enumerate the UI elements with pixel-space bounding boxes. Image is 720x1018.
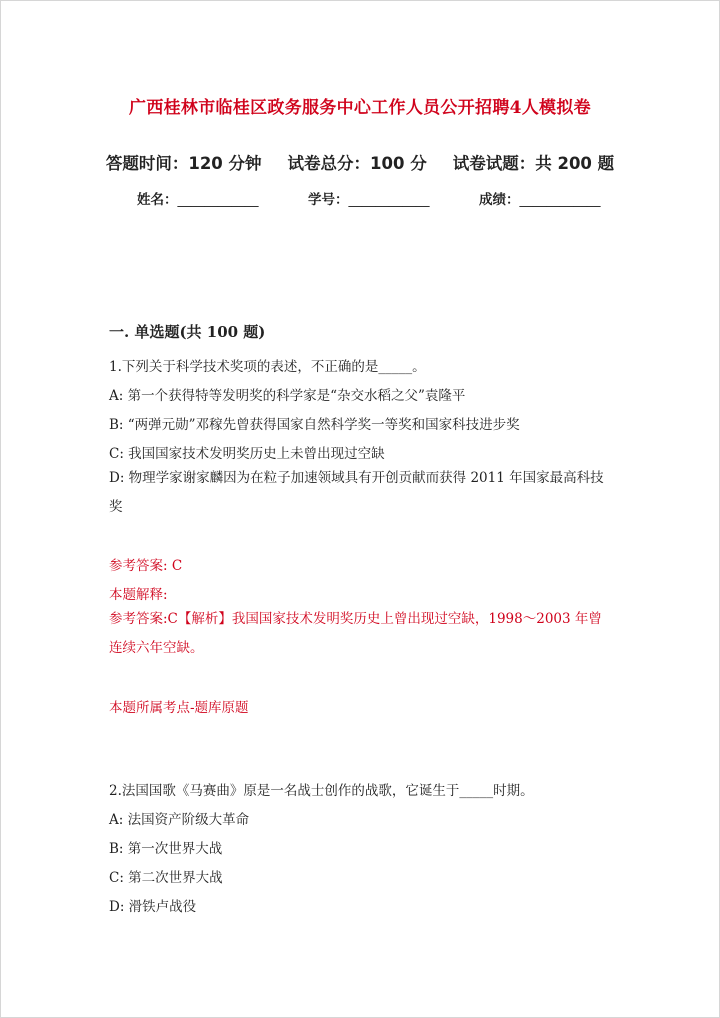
explanation: 参考答案:C【解析】我国国家技术发明奖历史上曾出现过空缺，1998～2003 年曾连续六年空缺。 xyxy=(109,611,602,656)
student-id-blank: ____________ xyxy=(348,192,430,208)
question-1 xyxy=(109,355,614,735)
score-label: 成绩： xyxy=(479,192,520,208)
student-id-label: 学号： xyxy=(308,192,349,208)
option-b: B: “两弹元勋”邓稼先曾获得国家自然科学奖一等奖和国家科技进步奖 xyxy=(109,417,520,433)
option-a: A: 第一个获得特等发明奖的科学家是“杂交水稻之父”袁隆平 xyxy=(109,388,466,404)
exam-total-score: 试卷总分：100 分 xyxy=(287,154,427,173)
question-stem: 1.下列关于科学技术奖项的表述，不正确的是_____。 xyxy=(109,359,426,375)
exam-time: 答题时间：120 分钟 xyxy=(105,154,262,173)
option-b: B: 第一次世界大战 xyxy=(109,841,223,857)
question-source: 本题所属考点-题库原题 xyxy=(109,700,249,716)
option-d: D: 滑铁卢战役 xyxy=(109,899,197,915)
exam-meta xyxy=(0,150,720,174)
student-id-field xyxy=(308,188,430,208)
score-blank: ____________ xyxy=(519,192,601,208)
score-field xyxy=(479,188,601,208)
explanation-label: 本题解释: xyxy=(109,587,168,603)
name-label: 姓名： xyxy=(137,192,178,208)
answer: 参考答案: C xyxy=(109,558,183,574)
question-2 xyxy=(109,779,614,919)
option-a: A: 法国资产阶级大革命 xyxy=(109,812,250,828)
option-c: C: 我国国家技术发明奖历史上未曾出现过空缺 xyxy=(109,446,385,462)
section-title: 一. 单选题(共 100 题) xyxy=(109,323,266,341)
option-d: D: 物理学家谢家麟因为在粒子加速领域具有开创贡献而获得 2011 年国家最高科技奖 xyxy=(109,470,604,515)
exam-question-count: 试卷试题：共 200 题 xyxy=(452,154,615,173)
option-c: C: 第二次世界大战 xyxy=(109,870,223,886)
name-field xyxy=(137,188,259,208)
name-blank: ____________ xyxy=(177,192,259,208)
exam-title: 广西桂林市临桂区政务服务中心工作人员公开招聘4人模拟卷 xyxy=(129,98,591,118)
question-stem: 2.法国国歌《马赛曲》原是一名战士创作的战歌，它诞生于_____时期。 xyxy=(109,783,534,799)
